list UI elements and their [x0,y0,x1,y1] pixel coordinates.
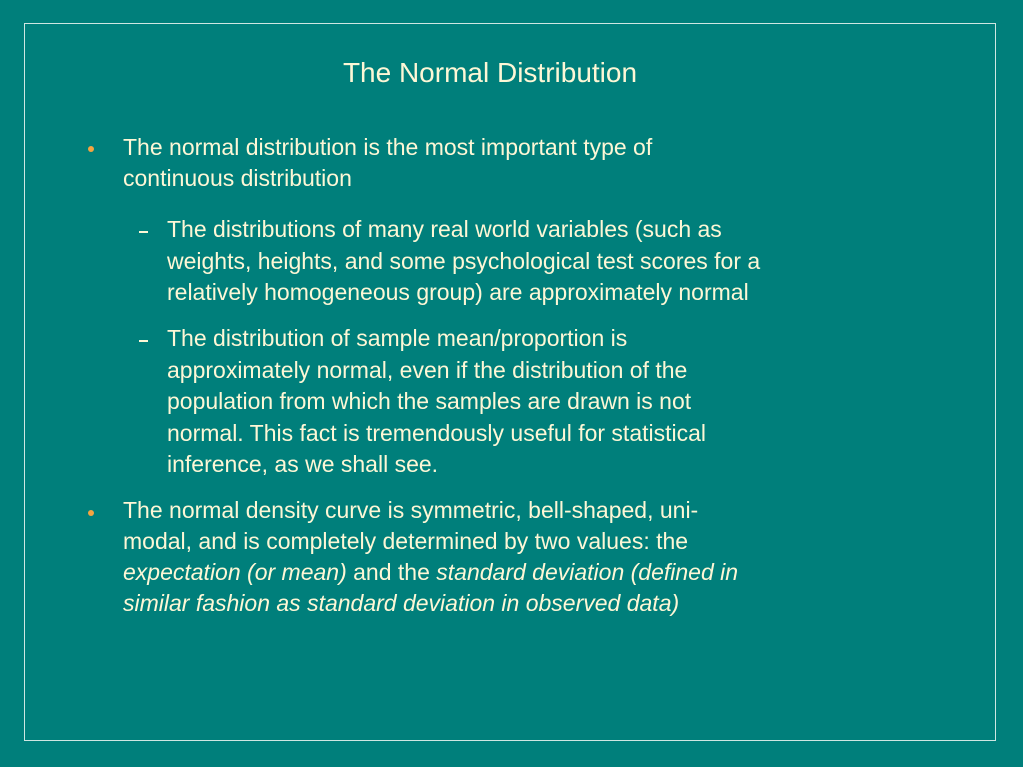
bullet-2-line: modal, and is completely determined by two values: the [123,528,689,554]
slide-title: The Normal Distribution [342,57,638,88]
sub-bullet-2-line: The distribution of sample mean/proportion is [167,325,628,351]
sub-bullet-2-line: approximately normal, even if the distribution of the [167,356,688,383]
dash-bullet-icon [139,336,149,346]
bullet-1-line: The normal distribution is the most important type of [123,134,653,160]
standard-deviation-definition: similar fashion as standard deviation in observed data) [123,590,680,616]
bullet-dot-icon [86,144,96,154]
bullet-2-line: The normal density curve is symmetric, bell-shaped, uni- [123,497,699,523]
sub-bullet-2-text [167,323,987,481]
sub-bullet-2-line: population from which the samples are drawn is not [167,388,692,414]
sub-bullet-1-line: weights, heights, and some psychological test scores for a [167,247,761,274]
bullet-1-line: continuous distribution [123,165,352,191]
bullet-2-line [123,588,983,619]
sub-bullet-2-line: inference, as we shall see. [167,451,439,477]
conjunction-text: and the [346,559,437,585]
expectation-term: expectation (or mean) [123,559,347,585]
bullet-dot-icon [86,508,96,518]
sub-bullet-1-text [167,214,987,309]
bullet-2-text [123,495,983,619]
bullet-2-line [123,557,983,588]
bullet-1-text [123,132,983,194]
standard-deviation-term: standard deviation (defined in [436,559,739,585]
dash-bullet-icon [139,227,149,237]
sub-bullet-1-line: The distributions of many real world variables (such as [167,216,722,242]
sub-bullet-1-line: relatively homogeneous group) are approximately normal [167,279,749,305]
sub-bullet-2-line: normal. This fact is tremendously useful for statistical [167,419,707,446]
